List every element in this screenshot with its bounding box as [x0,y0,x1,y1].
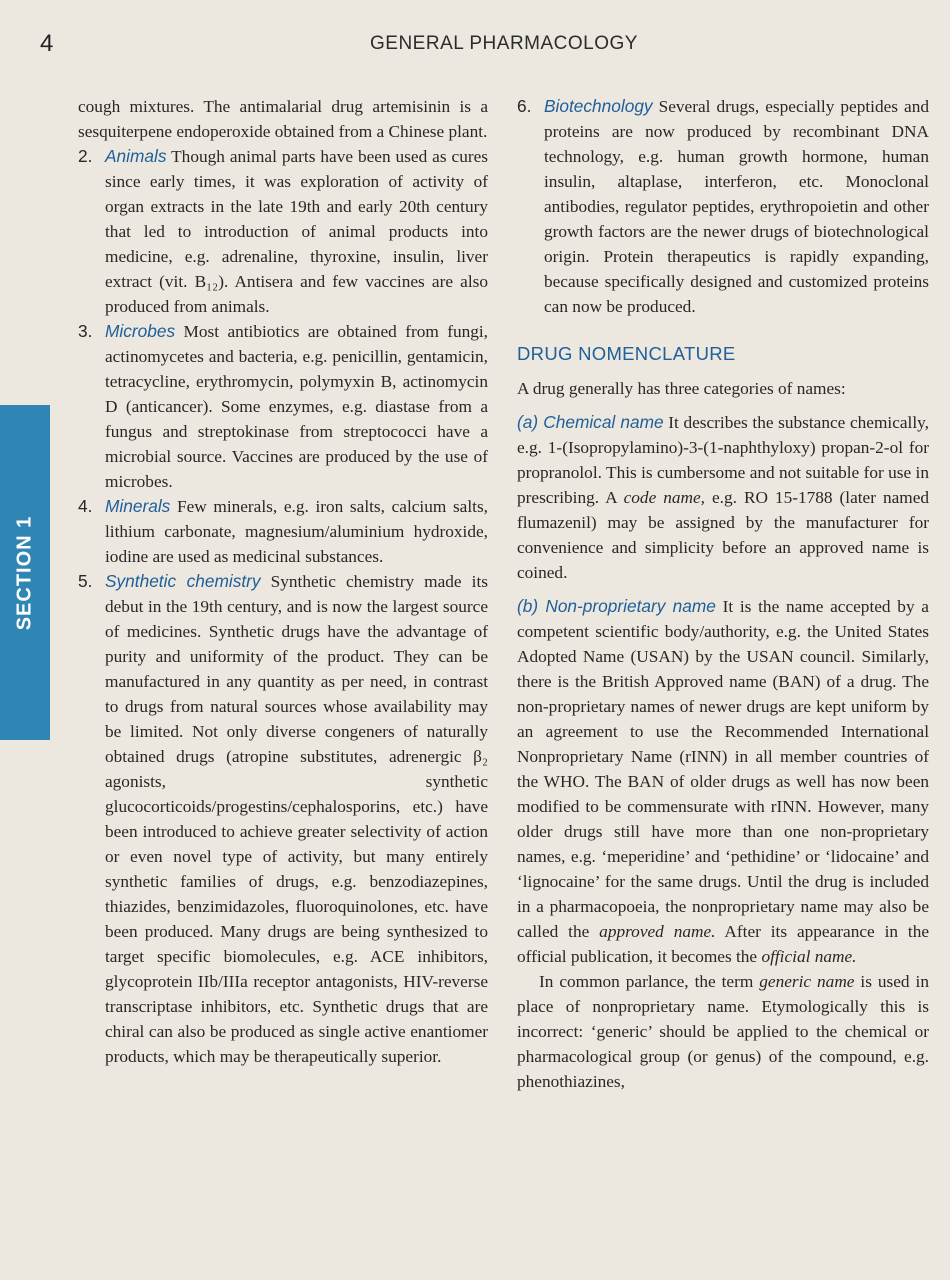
nonproprietary-name-text-cont: After its appearance in the official publication, it becomes the [517,922,930,966]
list-item-number: 2. [78,146,93,166]
list-item-title: Biotechnology [544,96,653,116]
right-column [517,94,929,1094]
list-item-title: Animals [105,146,167,166]
list-item-text: Synthetic chemistry made its debut in the 19th century, and is now the largest source of medicines. Synthetic drugs have the advantage of purity and uniformity of the product. They can be manufactured in any quantity as per need, in contrast to drugs from natural sources whose availability may be limited. Not only diverse congeners of naturally obtained drugs (atropine substitutes, adrenergic β₂ agonists, synthetic glucocorticoids/progestins/cephalosporins, etc.) have been introduced to achieve greater selectivity of action or even novel type of activity, but many entirely synthetic families of drugs, e.g. benzodiazepines, thiazides, benzimidazoles, fluoroquinolones, etc. have been produced. Many drugs are being synthesized to target specific biomolecules, e.g. ACE inhibitors, glycoprotein IIb/IIIa receptor antagonists, HIV-reverse transcriptase inhibitors, etc. Synthetic drugs that are chiral can also be produced as single active enantiomer products, which may be therapeutically superior. [105,572,488,1066]
list-item-text: Few minerals, e.g. iron salts, calcium salts, lithium carbonate, magnesium/aluminium hydroxide, iodine are used as medicinal substances. [105,497,488,566]
running-header: GENERAL PHARMACOLOGY [370,33,638,54]
chemical-name-paragraph [517,410,929,585]
list-item-title: Microbes [105,321,176,341]
list-item-synthetic-chemistry [78,569,488,1069]
section-tab-label: SECTION 1 [13,515,36,630]
list-item-number: 3. [78,321,93,341]
section-tab [0,405,50,740]
list-item-title: Synthetic chemistry [105,571,261,591]
chemical-name-label: (a) Chemical name [517,412,664,432]
approved-name-term: approved name. [599,922,716,941]
page-number: 4 [40,30,54,57]
list-item-text: Several drugs, especially peptides and proteins are now produced by recombinant DNA technology, e.g. human growth hormone, human insulin, altaplase, interferon, etc. Monoclonal antibodies, regulator peptides, erythropoietin and other growth factors are the newer drugs of biotechnological origin. Protein therapeutics is rapidly expanding, because specifically designed and customized proteins can now be produced. [544,97,929,316]
nonproprietary-name-label: (b) Non-proprietary name [517,596,716,616]
nonproprietary-name-paragraph [517,594,929,969]
list-item-text: Most antibiotics are obtained from fungi, actinomycetes and bacteria, e.g. penicillin, gentamicin, tetracycline, erythromycin, polymyxin B, actinomycin D (anticancer). Some enzymes, e.g. diastase from a fungus and streptokinase from streptococci have a microbial source. Vaccines are produced by the use of microbes. [105,322,488,491]
list-item-number: 5. [78,571,93,591]
left-column [78,94,488,1069]
chemical-name-text: It describes the substance chemically, e.g. 1-(Isopropylamino)-3-(1-naphthyloxy) propan-2-ol for propranolol. This is cumbersome and not suitable for use in prescribing. A [517,413,929,507]
list-item-biotechnology [517,94,929,319]
code-name-term: code name, [623,488,705,507]
section-heading: DRUG NOMENCLATURE [517,343,736,364]
list-item-minerals [78,494,488,569]
generic-name-text: In common parlance, the term [539,972,754,991]
list-item-title: Minerals [105,496,171,516]
list-item-text: Though animal parts have been used as cures since early times, it was exploration of activity of organ extracts in the late 19th and early 20th century that led to introduction of animal products into medicine, e.g. adrenaline, thyroxine, insulin, liver extract (vit. B₁₂). Antisera and few vaccines are also produced from animals. [105,147,488,316]
list-item-number: 6. [517,96,532,116]
nonproprietary-name-text: It is the name accepted by a competent scientific body/authority, e.g. the United States Adopted Name (USAN) by the USAN council. Similarly, there is the British Approved name (BAN) of a drug. The non-proprietary names of newer drugs are kept uniform by an agreement to use the Recommended International Nonproprietary Name (rINN) in all member countries of the WHO. The BAN of older drugs as well has now been modified to be commensurate with rINN. However, many older drugs still have more than one non-proprietary names, e.g. ‘meperidine’ and ‘pethidine’ or ‘lidocaine’ and ‘lignocaine’ for the same drugs. Until the drug is included in a pharmacopoeia, the nonproprietary name may also be called the [517,597,929,941]
official-name-term: official name. [761,947,857,966]
generic-name-term: generic name [759,972,855,991]
list-item-microbes [78,319,488,494]
generic-name-text-cont: is used in place of nonproprietary name. Etymologically this is incorrect: ‘generic’ should be applied to the chemical or pharmacological group (or genus) of the compound, e.g. phenothiazines, [517,972,929,1091]
list-item-number: 4. [78,496,93,516]
generic-name-paragraph [517,969,929,1094]
intro-paragraph: A drug generally has three categories of names: [517,379,846,398]
chemical-name-text-cont: e.g. RO 15-1788 (later named flumazenil) may be assigned by the manufacturer for convenience and simplicity before an approved name is coined. [517,488,930,582]
list-item-animals [78,144,488,319]
continuation-paragraph: cough mixtures. The antimalarial drug artemisinin is a sesquiterpene endoperoxide obtained from a Chinese plant. [78,97,488,141]
